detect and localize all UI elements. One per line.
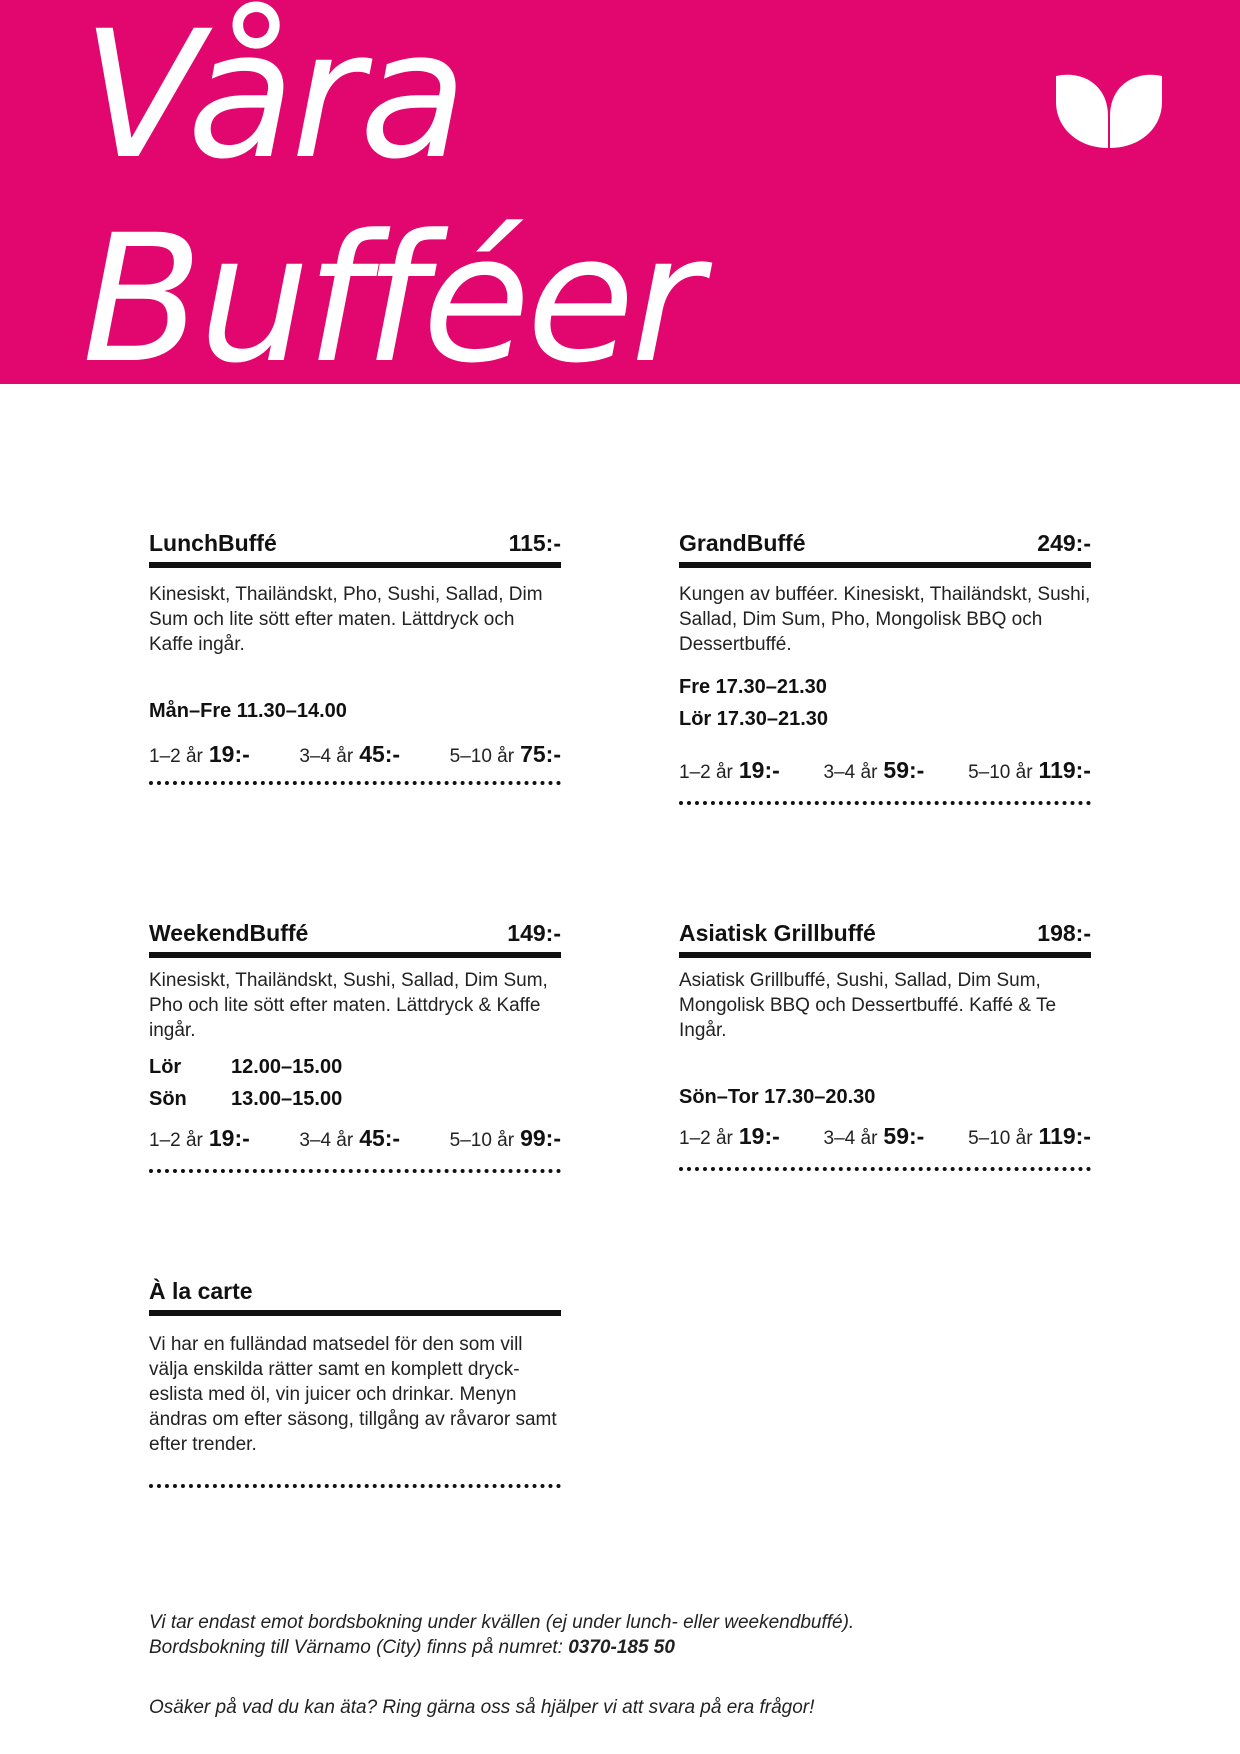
weekend-buffet-description: Kinesiskt, Thailändskt, Sushi, Sallad, Dim Sum, Pho och lite sött efter maten. Lättdryck & Kaffe ingår. bbox=[149, 969, 548, 1041]
kid-price: 3–4 år 45:- bbox=[299, 740, 401, 767]
page-title-line-1: Våra bbox=[82, 0, 464, 198]
leaf-logo-icon bbox=[1054, 70, 1164, 150]
lunch-buffet-description: Kinesiskt, Thailändskt, Pho, Sushi, Sallad, Dim Sum och lite sött efter maten. Lättdryck och Kaffe ingår. bbox=[149, 583, 543, 655]
lunch-buffet-card bbox=[149, 530, 561, 785]
booking-note bbox=[149, 1610, 1149, 1660]
dotted-divider bbox=[149, 1481, 561, 1488]
weekend-buffet-kid-prices bbox=[149, 1125, 561, 1152]
booking-note-line-2: Bordsbokning till Värnamo (City) finns på numret: 0370-185 50 bbox=[149, 1637, 675, 1658]
weekend-buffet-card bbox=[149, 920, 561, 1173]
grand-buffet-card bbox=[679, 530, 1091, 805]
grand-buffet-price: 249:- bbox=[1037, 530, 1091, 556]
grill-buffet-header bbox=[679, 920, 1091, 958]
kid-price: 5–10 år 75:- bbox=[449, 740, 561, 767]
grand-buffet-header bbox=[679, 530, 1091, 568]
lunch-buffet-kid-prices bbox=[149, 741, 561, 768]
page-title-line-2: Bufféer bbox=[82, 197, 700, 384]
grill-buffet-name: Asiatisk Grillbuffé bbox=[679, 920, 876, 946]
alacarte-card bbox=[149, 1278, 561, 1488]
booking-note-line-1: Vi tar endast emot bordsbokning under kvällen (ej under lunch- eller weekendbuffé). bbox=[149, 1612, 855, 1633]
grill-buffet-card bbox=[679, 920, 1091, 1171]
alacarte-name: À la carte bbox=[149, 1278, 253, 1304]
kid-price: 3–4 år 45:- bbox=[299, 1124, 401, 1151]
alacarte-header bbox=[149, 1278, 561, 1316]
grill-buffet-price: 198:- bbox=[1037, 920, 1091, 946]
kid-price: 1–2 år 19:- bbox=[679, 756, 780, 783]
dotted-divider bbox=[679, 1164, 1091, 1171]
dotted-divider bbox=[149, 778, 561, 785]
weekend-buffet-name: WeekendBuffé bbox=[149, 920, 309, 946]
weekend-buffet-hours-sat: Lör 12.00–15.00 bbox=[149, 1055, 343, 1078]
grand-buffet-hours-sat: Lör 17.30–21.30 bbox=[679, 707, 828, 730]
dotted-divider bbox=[149, 1166, 561, 1173]
lunch-buffet-name: LunchBuffé bbox=[149, 530, 277, 556]
grand-buffet-hours-fri: Fre 17.30–21.30 bbox=[679, 675, 827, 698]
kid-price: 3–4 år 59:- bbox=[823, 1122, 925, 1149]
grand-buffet-name: GrandBuffé bbox=[679, 530, 806, 556]
header-banner bbox=[0, 0, 1240, 384]
kid-price: 1–2 år 19:- bbox=[149, 740, 250, 767]
weekend-buffet-hours-sun: Sön 13.00–15.00 bbox=[149, 1087, 343, 1110]
lunch-buffet-price: 115:- bbox=[508, 530, 561, 556]
allergy-note: Osäker på vad du kan äta? Ring gärna oss så hjälper vi att svara på era frågor! bbox=[149, 1697, 815, 1718]
grill-buffet-hours: Sön–Tor 17.30–20.30 bbox=[679, 1085, 876, 1108]
kid-price: 3–4 år 59:- bbox=[823, 756, 925, 783]
grill-buffet-description: Asiatisk Grillbuffé, Sushi, Sallad, Dim Sum, Mongolisk BBQ och Dessertbuffé. Kaffé & Te Ingår. bbox=[679, 969, 1057, 1041]
grill-buffet-kid-prices bbox=[679, 1123, 1091, 1150]
lunch-buffet-hours: Mån–Fre 11.30–14.00 bbox=[149, 699, 347, 722]
dotted-divider bbox=[679, 798, 1091, 805]
kid-price: 1–2 år 19:- bbox=[679, 1122, 780, 1149]
phone-number[interactable]: 0370-185 50 bbox=[568, 1637, 675, 1658]
kid-price: 5–10 år 119:- bbox=[968, 1122, 1091, 1149]
kid-price: 5–10 år 99:- bbox=[449, 1124, 561, 1151]
weekend-buffet-header bbox=[149, 920, 561, 958]
lunch-buffet-header bbox=[149, 530, 561, 568]
alacarte-description: Vi har en fulländad matsedel för den som vill välja enskilda rätter samt en komplett dryck-eslista med öl, vin juicer och drinkar. Menyn ändras om efter säsong, tillgång av råvaror samt efter trender. bbox=[149, 1333, 557, 1455]
weekend-buffet-price: 149:- bbox=[507, 920, 561, 946]
grand-buffet-kid-prices bbox=[679, 757, 1091, 784]
grand-buffet-description: Kungen av bufféer. Kinesiskt, Thailändskt, Sushi, Sallad, Dim Sum, Pho, Mongolisk BBQ och Dessertbuffé. bbox=[679, 583, 1091, 655]
kid-price: 1–2 år 19:- bbox=[149, 1124, 250, 1151]
kid-price: 5–10 år 119:- bbox=[968, 756, 1091, 783]
